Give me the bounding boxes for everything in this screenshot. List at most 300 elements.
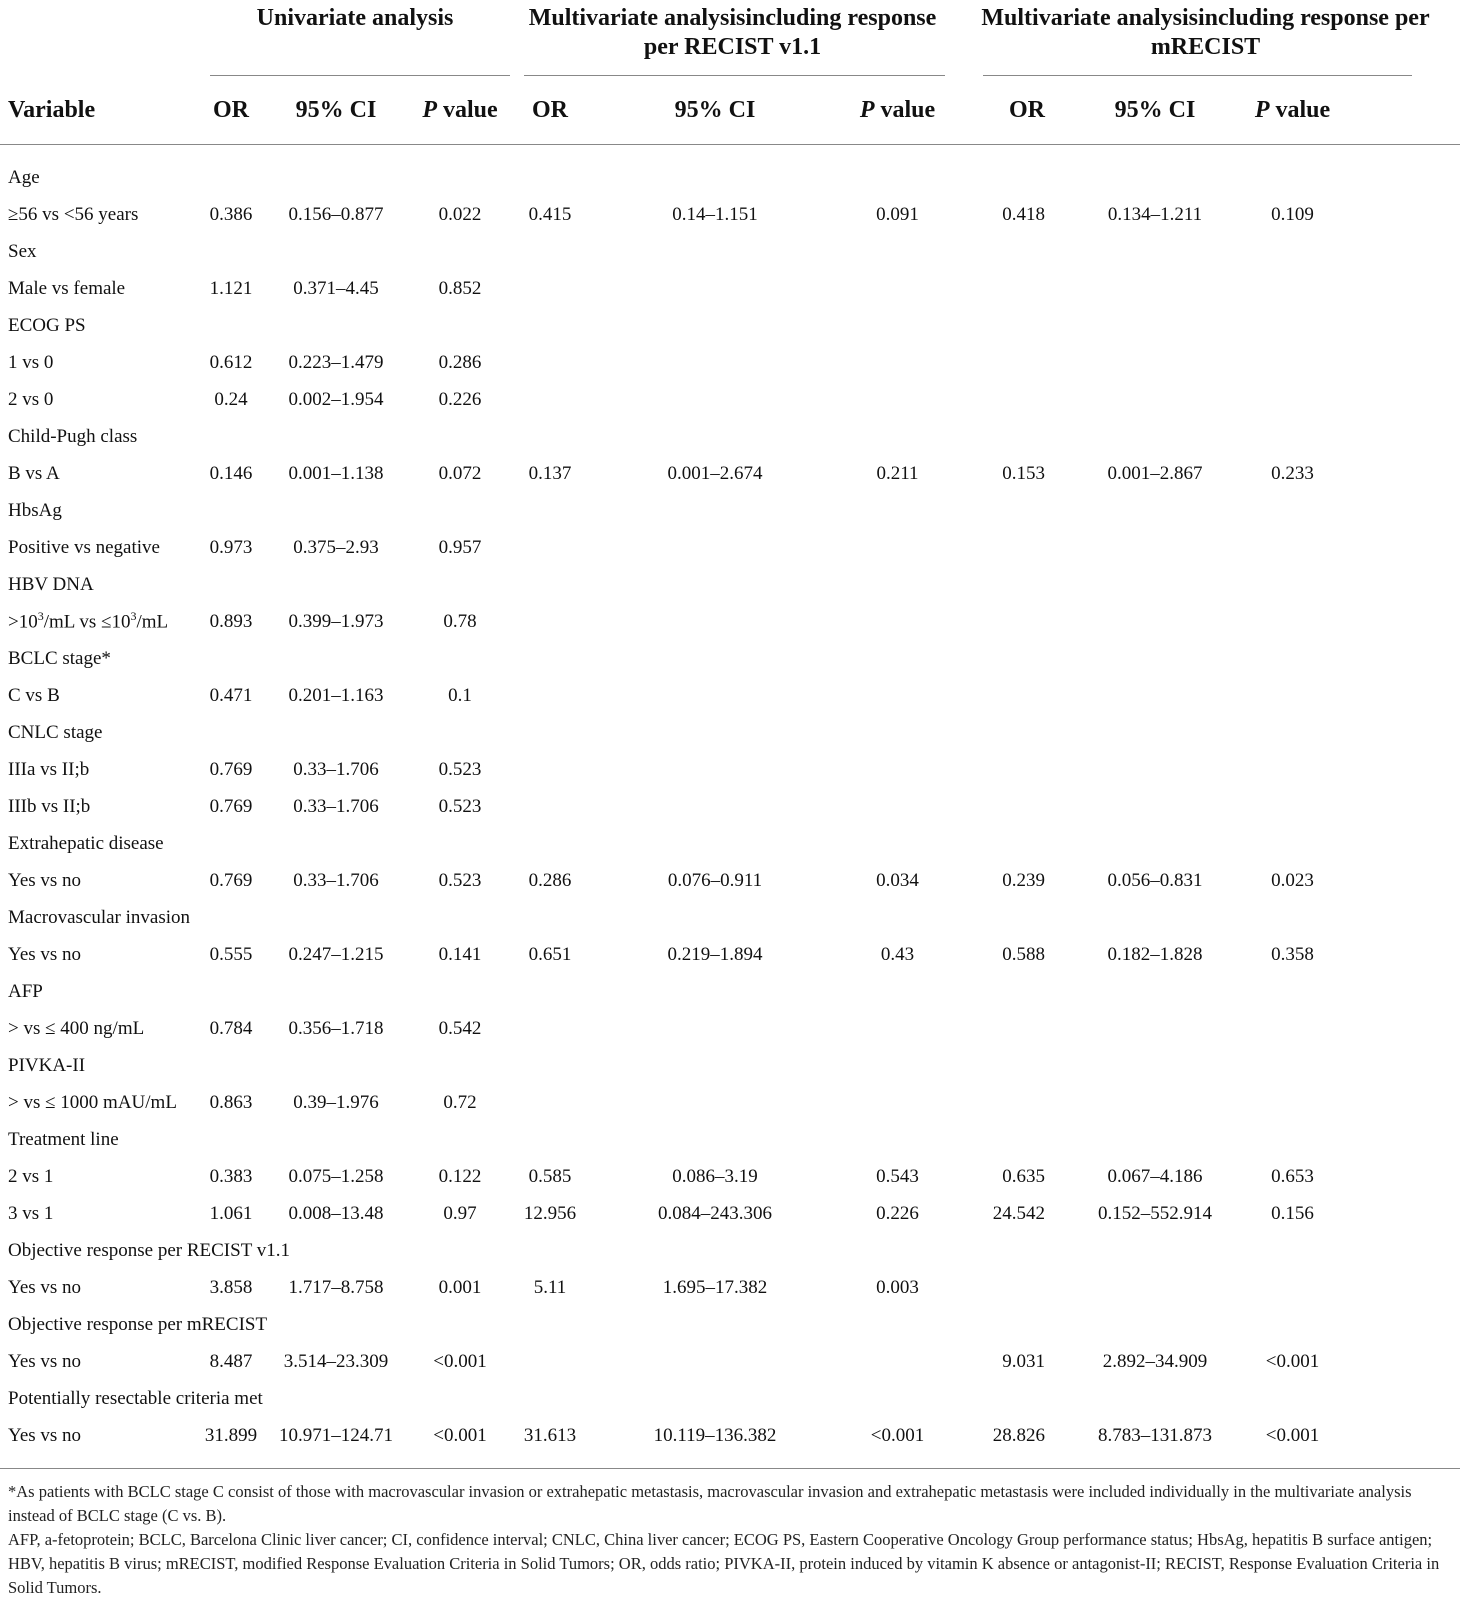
category-row xyxy=(0,159,1460,196)
mrecist-or-cell xyxy=(955,899,1085,936)
mrecist-p-value-cell xyxy=(1225,344,1360,381)
univariate-p-value-cell xyxy=(410,640,510,677)
univariate-p-value-cell: 0.1 xyxy=(448,684,472,706)
mrecist-or-cell xyxy=(955,1010,1085,1047)
recist-or-cell xyxy=(510,307,590,344)
blank-cell xyxy=(1360,492,1460,529)
recist-ci-cell xyxy=(590,899,840,936)
blank-cell xyxy=(1360,1121,1460,1158)
variable-cell: Child-Pugh class xyxy=(8,425,138,447)
table-row xyxy=(0,1158,1460,1195)
univariate-or-cell xyxy=(200,159,262,196)
group-underline xyxy=(210,75,510,76)
univariate-p-value-cell: 0.72 xyxy=(443,1091,477,1113)
recist-or-cell xyxy=(510,1380,590,1417)
p-italic: P xyxy=(859,96,875,123)
blank-cell xyxy=(1360,159,1460,196)
recist-p-value-cell: 0.003 xyxy=(876,1276,919,1298)
recist-or-cell xyxy=(510,381,590,418)
univariate-or-cell: 31.899 xyxy=(204,1424,258,1446)
univariate-or-cell: 8.487 xyxy=(209,1350,253,1372)
recist-or-cell xyxy=(510,492,590,529)
blank-cell xyxy=(1360,418,1460,455)
mrecist-p-value-cell xyxy=(1225,1232,1360,1269)
label-part: /mL vs ≤10 xyxy=(43,611,131,633)
recist-or-cell xyxy=(510,233,590,270)
table-row xyxy=(0,936,1460,973)
mrecist-p-value-cell: 0.653 xyxy=(1271,1165,1314,1187)
table-row xyxy=(0,455,1460,492)
mrecist-p-value-cell: 0.358 xyxy=(1271,943,1314,965)
variable-cell: IIIb vs II;b xyxy=(8,795,91,817)
mrecist-or-cell xyxy=(955,1232,1085,1269)
univariate-p-value-cell: 0.852 xyxy=(438,277,482,299)
recist-or-cell xyxy=(510,344,590,381)
mrecist-p-value-cell: 0.233 xyxy=(1271,462,1314,484)
blank-cell xyxy=(1360,381,1460,418)
mrecist-ci-cell: 0.001–2.867 xyxy=(1107,462,1203,484)
univariate-ci-cell: 0.223–1.479 xyxy=(288,351,384,373)
recist-or-cell xyxy=(510,418,590,455)
variable-cell: Extrahepatic disease xyxy=(8,832,164,854)
univariate-p-value-cell: 0.542 xyxy=(438,1017,482,1039)
group-multivariate-recist-label: Multivariate analysisincluding response per RECIST v1.1 xyxy=(528,5,937,60)
univariate-ci-cell xyxy=(262,233,410,270)
univariate-or-cell xyxy=(200,899,262,936)
recist-p-value-cell xyxy=(840,788,955,825)
univariate-or-cell xyxy=(200,1047,262,1084)
variable-cell: BCLC stage* xyxy=(8,647,111,669)
mrecist-or-cell xyxy=(955,381,1085,418)
univariate-p-value-cell: 0.97 xyxy=(443,1202,477,1224)
recist-ci-cell: 1.695–17.382 xyxy=(662,1276,768,1298)
recist-p-value-cell xyxy=(840,159,955,196)
blank-cell xyxy=(1360,1195,1460,1232)
recist-p-value-cell: 0.543 xyxy=(876,1165,919,1187)
recist-or-cell xyxy=(510,973,590,1010)
category-row xyxy=(0,1380,1460,1417)
table-row xyxy=(0,1417,1460,1454)
univariate-ci-cell: 0.33–1.706 xyxy=(293,795,379,817)
mrecist-or-cell xyxy=(955,714,1085,751)
univariate-ci-cell: 0.002–1.954 xyxy=(288,388,384,410)
mrecist-or-cell xyxy=(955,825,1085,862)
blank-cell xyxy=(1360,1269,1460,1306)
univariate-p-value-cell xyxy=(410,307,510,344)
recist-p-value-cell xyxy=(840,492,955,529)
univariate-ci-cell: 0.371–4.45 xyxy=(293,277,379,299)
mrecist-p-value-cell xyxy=(1225,973,1360,1010)
recist-ci-cell xyxy=(590,1121,840,1158)
univariate-p-value-cell: 0.286 xyxy=(438,351,482,373)
univariate-or-cell: 0.146 xyxy=(209,462,253,484)
recist-ci-cell xyxy=(590,418,840,455)
mrecist-p-value-cell xyxy=(1225,1084,1360,1121)
table-row xyxy=(0,603,1460,640)
variable-cell: 3 vs 1 xyxy=(8,1202,54,1224)
table-row xyxy=(0,1269,1460,1306)
mrecist-or-cell xyxy=(955,603,1085,640)
recist-or-cell: 12.956 xyxy=(523,1202,577,1224)
table-row xyxy=(0,344,1460,381)
mrecist-or-cell xyxy=(955,529,1085,566)
univariate-p-value-cell: 0.78 xyxy=(443,610,477,632)
column-header-row xyxy=(0,76,1460,145)
recist-or-cell: 0.585 xyxy=(528,1165,572,1187)
variable-cell: Yes vs no xyxy=(8,1424,82,1446)
col-or: OR xyxy=(955,76,1085,145)
category-row xyxy=(0,1306,1460,1343)
recist-ci-cell xyxy=(590,529,840,566)
blank-cell xyxy=(1360,973,1460,1010)
recist-p-value-cell: <0.001 xyxy=(870,1424,925,1446)
mrecist-or-cell: 0.239 xyxy=(1002,869,1045,891)
recist-p-value-cell xyxy=(840,677,955,714)
recist-p-value-cell: 0.43 xyxy=(880,943,915,965)
recist-or-cell xyxy=(510,825,590,862)
recist-ci-cell xyxy=(590,159,840,196)
recist-ci-cell xyxy=(590,1343,840,1380)
recist-ci-cell xyxy=(590,751,840,788)
univariate-ci-cell: 0.008–13.48 xyxy=(288,1202,384,1224)
mrecist-p-value-cell: 0.156 xyxy=(1271,1202,1314,1224)
univariate-p-value-cell: 0.072 xyxy=(438,462,482,484)
mrecist-p-value-cell xyxy=(1225,677,1360,714)
mrecist-ci-cell xyxy=(1085,1269,1225,1306)
table-body xyxy=(0,145,1460,1469)
p-rest: value xyxy=(1269,96,1331,123)
recist-ci-cell: 0.084–243.306 xyxy=(658,1202,772,1224)
recist-ci-cell xyxy=(590,1010,840,1047)
mrecist-p-value-cell xyxy=(1225,825,1360,862)
univariate-or-cell xyxy=(200,492,262,529)
mrecist-or-cell xyxy=(955,973,1085,1010)
category-row xyxy=(0,973,1460,1010)
mrecist-p-value-cell xyxy=(1225,418,1360,455)
univariate-ci-cell: 10.971–124.71 xyxy=(279,1424,393,1446)
univariate-or-cell: 3.858 xyxy=(209,1276,253,1298)
table-row xyxy=(0,270,1460,307)
recist-or-cell xyxy=(510,899,590,936)
recist-ci-cell xyxy=(590,788,840,825)
category-row xyxy=(0,1121,1460,1158)
blank-cell xyxy=(1360,455,1460,492)
mrecist-or-cell xyxy=(955,492,1085,529)
blank-cell xyxy=(1360,270,1460,307)
mrecist-or-cell xyxy=(955,159,1085,196)
mrecist-or-cell xyxy=(955,233,1085,270)
univariate-or-cell xyxy=(200,640,262,677)
spacer-row xyxy=(0,1454,1460,1469)
mrecist-or-cell xyxy=(955,640,1085,677)
category-row xyxy=(0,1232,1460,1269)
mrecist-ci-cell xyxy=(1085,1047,1225,1084)
p-rest: value xyxy=(874,96,936,123)
recist-p-value-cell xyxy=(840,1232,955,1269)
mrecist-or-cell: 0.588 xyxy=(1002,943,1045,965)
superscript: 3 xyxy=(37,609,44,624)
mrecist-or-cell: 0.418 xyxy=(1002,203,1045,225)
category-row xyxy=(0,307,1460,344)
recist-p-value-cell xyxy=(840,307,955,344)
recist-or-cell xyxy=(510,529,590,566)
univariate-p-value-cell: 0.022 xyxy=(438,203,482,225)
p-rest: value xyxy=(437,96,498,123)
label-part: >10 xyxy=(8,611,38,633)
variable-cell: Yes vs no xyxy=(8,869,82,891)
table-row xyxy=(0,677,1460,714)
group-multivariate-mrecist xyxy=(955,0,1460,76)
mrecist-p-value-cell: 0.023 xyxy=(1271,869,1314,891)
recist-p-value-cell xyxy=(840,640,955,677)
univariate-p-value-cell: 0.226 xyxy=(438,388,482,410)
mrecist-or-cell xyxy=(955,1380,1085,1417)
univariate-or-cell: 0.863 xyxy=(209,1091,253,1113)
mrecist-ci-cell xyxy=(1085,381,1225,418)
recist-ci-cell xyxy=(590,307,840,344)
group-underline xyxy=(524,75,945,76)
univariate-p-value-cell xyxy=(410,1232,510,1269)
univariate-or-cell: 0.784 xyxy=(209,1017,253,1039)
mrecist-ci-cell xyxy=(1085,344,1225,381)
table-row xyxy=(0,529,1460,566)
univariate-ci-cell: 0.399–1.973 xyxy=(288,610,384,632)
recist-ci-cell xyxy=(590,1047,840,1084)
univariate-p-value-cell: 0.523 xyxy=(438,758,482,780)
col-ci: 95% CI xyxy=(590,76,840,145)
mrecist-p-value-cell xyxy=(1225,1010,1360,1047)
recist-ci-cell xyxy=(590,1232,840,1269)
univariate-ci-cell: 0.201–1.163 xyxy=(288,684,384,706)
mrecist-p-value-cell: <0.001 xyxy=(1265,1424,1320,1446)
variable-cell: 1 vs 0 xyxy=(8,351,54,373)
variable-cell: ECOG PS xyxy=(8,314,86,336)
table-row xyxy=(0,1010,1460,1047)
mrecist-p-value-cell xyxy=(1225,1380,1360,1417)
mrecist-ci-cell xyxy=(1085,529,1225,566)
recist-or-cell xyxy=(510,1010,590,1047)
univariate-p-value-cell xyxy=(410,973,510,1010)
category-row xyxy=(0,566,1460,603)
mrecist-or-cell xyxy=(955,1269,1085,1306)
univariate-p-value-cell: 0.122 xyxy=(438,1165,482,1187)
mrecist-or-cell xyxy=(955,1306,1085,1343)
univariate-ci-cell: 0.375–2.93 xyxy=(293,536,379,558)
univariate-ci-cell xyxy=(262,1121,410,1158)
univariate-or-cell xyxy=(200,418,262,455)
recist-p-value-cell xyxy=(840,233,955,270)
col-p-value xyxy=(410,76,510,145)
mrecist-or-cell xyxy=(955,677,1085,714)
univariate-ci-cell: 0.001–1.138 xyxy=(288,462,384,484)
mrecist-or-cell xyxy=(955,751,1085,788)
col-p-value xyxy=(1225,76,1360,145)
recist-ci-cell xyxy=(590,270,840,307)
mrecist-ci-cell xyxy=(1085,788,1225,825)
recist-or-cell xyxy=(510,270,590,307)
variable-cell: 2 vs 1 xyxy=(8,1165,54,1187)
blank-cell xyxy=(1360,936,1460,973)
recist-p-value-cell xyxy=(840,751,955,788)
univariate-or-cell xyxy=(200,566,262,603)
univariate-p-value-cell xyxy=(410,899,510,936)
recist-ci-cell: 0.001–2.674 xyxy=(667,462,763,484)
recist-p-value-cell xyxy=(840,529,955,566)
mrecist-ci-cell xyxy=(1085,677,1225,714)
recist-p-value-cell: 0.226 xyxy=(876,1202,919,1224)
col-p-value xyxy=(840,76,955,145)
recist-p-value-cell xyxy=(840,825,955,862)
variable-cell: > vs ≤ 1000 mAU/mL xyxy=(8,1091,177,1113)
univariate-ci-cell xyxy=(262,159,410,196)
recist-or-cell xyxy=(510,677,590,714)
mrecist-ci-cell xyxy=(1085,973,1225,1010)
recist-or-cell xyxy=(510,1084,590,1121)
variable-cell: Yes vs no xyxy=(8,1350,82,1372)
blank-cell xyxy=(1360,640,1460,677)
recist-ci-cell: 0.076–0.911 xyxy=(667,869,763,891)
footnote-abbreviations: AFP, a-fetoprotein; BCLC, Barcelona Clinic liver cancer; CI, confidence interval; CNLC, China liver cancer; ECOG PS, Eastern Cooperative Oncology Group performance status; HbsAg, hepatitis B surface antigen; HBV, hepatitis B virus; mRECIST, modified Response Evaluation Criteria in Solid Tumors; OR, odds ratio; PIVKA-II, protein induced by vitamin K absence or antagonist-II; RECIST, Response Evaluation Criteria in Solid Tumors. xyxy=(8,1530,1440,1597)
univariate-ci-cell xyxy=(262,973,410,1010)
univariate-ci-cell xyxy=(262,1380,410,1417)
recist-ci-cell xyxy=(590,640,840,677)
univariate-ci-cell: 0.075–1.258 xyxy=(288,1165,384,1187)
mrecist-ci-cell xyxy=(1085,714,1225,751)
variable-cell: Positive vs negative xyxy=(8,536,160,558)
univariate-ci-cell xyxy=(262,307,410,344)
recist-ci-cell xyxy=(590,825,840,862)
recist-or-cell xyxy=(510,1232,590,1269)
recist-or-cell: 0.415 xyxy=(528,203,572,225)
mrecist-ci-cell xyxy=(1085,1232,1225,1269)
univariate-p-value-cell: <0.001 xyxy=(433,1350,487,1372)
recist-ci-cell: 10.119–136.382 xyxy=(653,1424,777,1446)
univariate-or-cell xyxy=(200,233,262,270)
variable-cell: CNLC stage xyxy=(8,721,103,743)
blank-cell xyxy=(1360,344,1460,381)
mrecist-p-value-cell xyxy=(1225,307,1360,344)
recist-p-value-cell xyxy=(840,1380,955,1417)
recist-p-value-cell xyxy=(840,381,955,418)
variable-cell: Yes vs no xyxy=(8,1276,82,1298)
variable-cell: > vs ≤ 400 ng/mL xyxy=(8,1017,145,1039)
blank-cell xyxy=(1360,677,1460,714)
recist-ci-cell xyxy=(590,714,840,751)
blank-cell xyxy=(1360,1010,1460,1047)
group-univariate xyxy=(200,0,510,76)
univariate-p-value-cell: 0.523 xyxy=(438,795,482,817)
univariate-ci-cell xyxy=(262,825,410,862)
univariate-or-cell: 1.061 xyxy=(209,1202,253,1224)
table-footnotes xyxy=(8,1480,1456,1600)
recist-or-cell: 0.651 xyxy=(528,943,572,965)
univariate-or-cell: 0.893 xyxy=(209,610,253,632)
mrecist-ci-cell xyxy=(1085,1010,1225,1047)
mrecist-or-cell: 0.635 xyxy=(1002,1165,1045,1187)
blank-cell xyxy=(1360,1084,1460,1121)
blank-cell xyxy=(1360,1047,1460,1084)
blank-cell xyxy=(1360,1306,1460,1343)
variable-cell: IIIa vs II;b xyxy=(8,758,90,780)
mrecist-p-value-cell xyxy=(1225,529,1360,566)
variable-cell: Potentially resectable criteria met xyxy=(8,1387,263,1409)
recist-ci-cell xyxy=(590,566,840,603)
mrecist-p-value-cell xyxy=(1225,788,1360,825)
recist-or-cell: 31.613 xyxy=(523,1424,577,1446)
univariate-p-value-cell xyxy=(410,825,510,862)
recist-or-cell xyxy=(510,159,590,196)
superscript: 3 xyxy=(130,609,137,624)
variable-cell: Objective response per RECIST v1.1 xyxy=(8,1239,290,1261)
category-row xyxy=(0,418,1460,455)
recist-ci-cell xyxy=(590,344,840,381)
col-variable: Variable xyxy=(0,76,200,145)
blank-cell xyxy=(1360,1232,1460,1269)
univariate-or-cell: 0.612 xyxy=(209,351,253,373)
mrecist-p-value-cell: <0.001 xyxy=(1265,1350,1320,1372)
col-or: OR xyxy=(200,76,262,145)
recist-or-cell xyxy=(510,1121,590,1158)
mrecist-ci-cell: 0.134–1.211 xyxy=(1107,203,1203,225)
recist-p-value-cell xyxy=(840,270,955,307)
variable-cell: Yes vs no xyxy=(8,943,82,965)
recist-or-cell xyxy=(510,1306,590,1343)
col-blank xyxy=(1360,76,1460,145)
univariate-or-cell: 0.386 xyxy=(209,203,253,225)
univariate-ci-cell: 3.514–23.309 xyxy=(283,1350,389,1372)
mrecist-p-value-cell xyxy=(1225,1047,1360,1084)
recist-ci-cell xyxy=(590,1380,840,1417)
mrecist-ci-cell: 0.182–1.828 xyxy=(1107,943,1203,965)
table-row xyxy=(0,862,1460,899)
univariate-p-value-cell: <0.001 xyxy=(433,1424,487,1446)
label-part: /mL xyxy=(136,611,169,633)
blank-cell xyxy=(1360,788,1460,825)
univariate-p-value-cell xyxy=(410,418,510,455)
category-row xyxy=(0,233,1460,270)
mrecist-ci-cell xyxy=(1085,1084,1225,1121)
variable-cell: AFP xyxy=(8,980,43,1002)
univariate-p-value-cell xyxy=(410,1047,510,1084)
recist-p-value-cell xyxy=(840,714,955,751)
blank-cell xyxy=(1360,862,1460,899)
mrecist-or-cell: 9.031 xyxy=(1002,1350,1045,1372)
mrecist-p-value-cell xyxy=(1225,1121,1360,1158)
category-row xyxy=(0,1047,1460,1084)
table-header xyxy=(0,0,1460,145)
recist-p-value-cell xyxy=(840,1306,955,1343)
mrecist-p-value-cell xyxy=(1225,270,1360,307)
blank-cell xyxy=(1360,1417,1460,1454)
univariate-ci-cell xyxy=(262,1306,410,1343)
group-header-blank xyxy=(0,0,200,76)
mrecist-p-value-cell xyxy=(1225,233,1360,270)
univariate-or-cell xyxy=(200,825,262,862)
recist-or-cell xyxy=(510,788,590,825)
mrecist-ci-cell xyxy=(1085,603,1225,640)
mrecist-ci-cell xyxy=(1085,566,1225,603)
univariate-p-value-cell xyxy=(410,159,510,196)
mrecist-ci-cell xyxy=(1085,1306,1225,1343)
univariate-p-value-cell: 0.001 xyxy=(438,1276,482,1298)
mrecist-or-cell xyxy=(955,270,1085,307)
mrecist-p-value-cell xyxy=(1225,566,1360,603)
mrecist-p-value-cell xyxy=(1225,640,1360,677)
mrecist-or-cell xyxy=(955,1084,1085,1121)
univariate-ci-cell xyxy=(262,566,410,603)
table-row xyxy=(0,751,1460,788)
blank-cell xyxy=(1360,825,1460,862)
